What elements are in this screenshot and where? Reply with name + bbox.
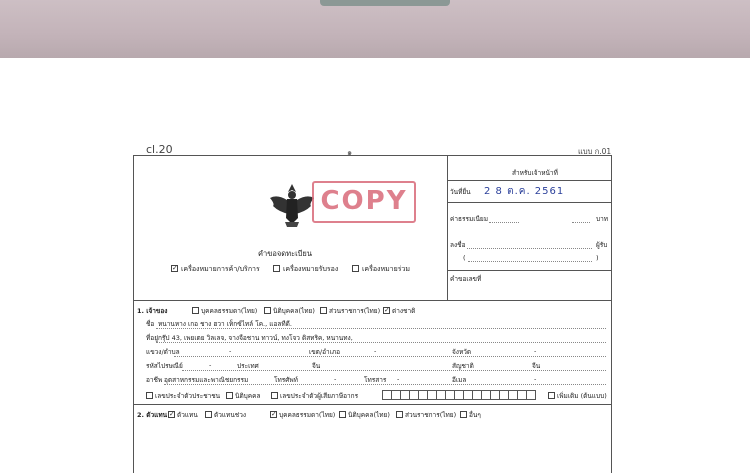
country-label: ประเทศ <box>237 362 259 370</box>
checkbox-extra[interactable] <box>548 392 555 399</box>
mark-type-label-2: เครื่องหมายร่วม <box>362 265 411 273</box>
phone-label: โทรศัพท์ <box>274 376 298 384</box>
country-value: จีน <box>312 362 321 370</box>
address-label: ที่อยู่ <box>146 334 158 342</box>
copy-stamp: COPY <box>312 181 416 223</box>
owner-type-label-1: นิติบุคคล(ไทย) <box>273 307 315 315</box>
person-type-label-0: บุคคลธรรมดา(ไทย) <box>279 411 336 419</box>
province-value: - <box>534 347 537 355</box>
id-type-label-0: เลขประจำตัวประชาชน <box>155 392 221 400</box>
form-code: แบบ ก.01 <box>578 147 612 156</box>
official-header: สำหรับเจ้าหน้าที่ <box>512 169 558 177</box>
fee-unit: บาท <box>596 215 609 223</box>
checkbox-representative[interactable]: ✓ <box>169 410 175 418</box>
person-type-label-3: อื่นๆ <box>469 411 481 419</box>
registration-form <box>133 155 612 473</box>
subdistrict-label: แขวง/ตำบล <box>146 348 180 356</box>
email-value: - <box>534 375 537 383</box>
owner-type-label-2: ส่วนราชการ(ไทย) <box>329 307 381 315</box>
checkbox-owner-government[interactable] <box>320 307 327 314</box>
fax-value: - <box>397 375 400 383</box>
id-type-label-2: เลขประจำตัวผู้เสียภาษีอากร <box>280 392 359 400</box>
district-label: เขต/อำเภอ <box>309 348 341 356</box>
checkbox-tax-id[interactable] <box>271 392 278 399</box>
person-type-label-2: ส่วนราชการ(ไทย) <box>405 411 457 419</box>
checkbox-owner-foreign[interactable]: ✓ <box>384 306 390 314</box>
form-title: คำขอจดทะเบียน <box>258 249 312 258</box>
postcode-label: รหัสไปรษณีย์ <box>146 362 183 370</box>
mark-type-label-0: เครื่องหมายการค้า/บริการ <box>181 265 260 273</box>
checkbox-trademark[interactable]: ✓ <box>172 264 178 272</box>
checkbox-collective-mark[interactable] <box>352 265 359 272</box>
owner-type-label-3: ต่างชาติ <box>392 307 416 315</box>
district-value: - <box>374 347 377 355</box>
garuda-emblem-icon <box>267 180 317 230</box>
checkbox-sub-representative[interactable] <box>205 411 212 418</box>
checkbox-owner-juristic[interactable] <box>264 307 271 314</box>
person-type-label-1: นิติบุคคล(ไทย) <box>348 411 390 419</box>
nationality-value: จีน <box>532 362 541 370</box>
id-number-boxes[interactable] <box>382 390 535 400</box>
extra-label: เพิ่มเติม (ต้นแบบ) <box>557 392 607 400</box>
fee-label: ค่าธรรมเนียม <box>450 215 488 223</box>
occupation-value: อุตสาหกรรมและพาณิชยกรรม <box>164 376 249 384</box>
nationality-label: สัญชาติ <box>452 362 474 370</box>
rep-type-label-0: ตัวแทน <box>177 411 198 419</box>
checkbox-owner-individual[interactable] <box>192 307 199 314</box>
checkbox-juristic-id[interactable] <box>226 392 233 399</box>
postcode-value: - <box>209 361 212 369</box>
paren-open: ( <box>463 254 466 262</box>
id-type-label-1: นิติบุคคล <box>235 392 261 400</box>
checkbox-certification-mark[interactable] <box>273 265 280 272</box>
handwritten-page-mark: cl.20 <box>146 143 173 156</box>
photo-object <box>320 0 450 6</box>
checkbox-citizen-id[interactable] <box>146 392 153 399</box>
checkbox-rep-juristic[interactable] <box>339 411 346 418</box>
date-label: วันที่ยื่น <box>450 188 471 196</box>
section1-heading: 1. เจ้าของ <box>137 307 168 315</box>
page-center-mark: ๑ <box>347 148 353 157</box>
receiver-label: ผู้รับ <box>596 241 608 249</box>
rep-type-label-1: ตัวแทนช่วง <box>214 411 247 419</box>
subdistrict-value: - <box>229 347 232 355</box>
request-no-label: คำขอเลขที่ <box>450 275 482 283</box>
sign-label: ลงชื่อ <box>450 241 466 249</box>
owner-type-label-0: บุคคลธรรมดา(ไทย) <box>201 307 258 315</box>
occupation-label: อาชีพ <box>146 376 163 384</box>
checkbox-rep-individual[interactable]: ✓ <box>271 410 277 418</box>
paren-close: ) <box>596 254 599 262</box>
date-value: 2 8 ต.ค. 2561 <box>484 186 565 197</box>
phone-value: - <box>334 375 337 383</box>
email-label: อีเมล <box>452 376 467 384</box>
section2-heading: 2. ตัวแทน <box>137 411 168 419</box>
name-label: ชื่อ <box>146 320 155 328</box>
name-value: หนานหาง เกอ ชาง ฮวา เท็กซ์ไทล์ โค., แอลทีดี. <box>158 320 292 328</box>
mark-type-label-1: เครื่องหมายรับรอง <box>283 265 339 273</box>
photo-background-strip <box>0 0 750 58</box>
province-label: จังหวัด <box>452 348 472 356</box>
address-value: กรุ๊ป 43, เพยเตย วิลเลจ, จางจือชาน ทาวน์, ทงโจว ดิสทริค, หนานทง, <box>158 334 353 342</box>
fax-label: โทรสาร <box>364 376 387 384</box>
checkbox-rep-government[interactable] <box>396 411 403 418</box>
checkbox-rep-other[interactable] <box>460 411 467 418</box>
